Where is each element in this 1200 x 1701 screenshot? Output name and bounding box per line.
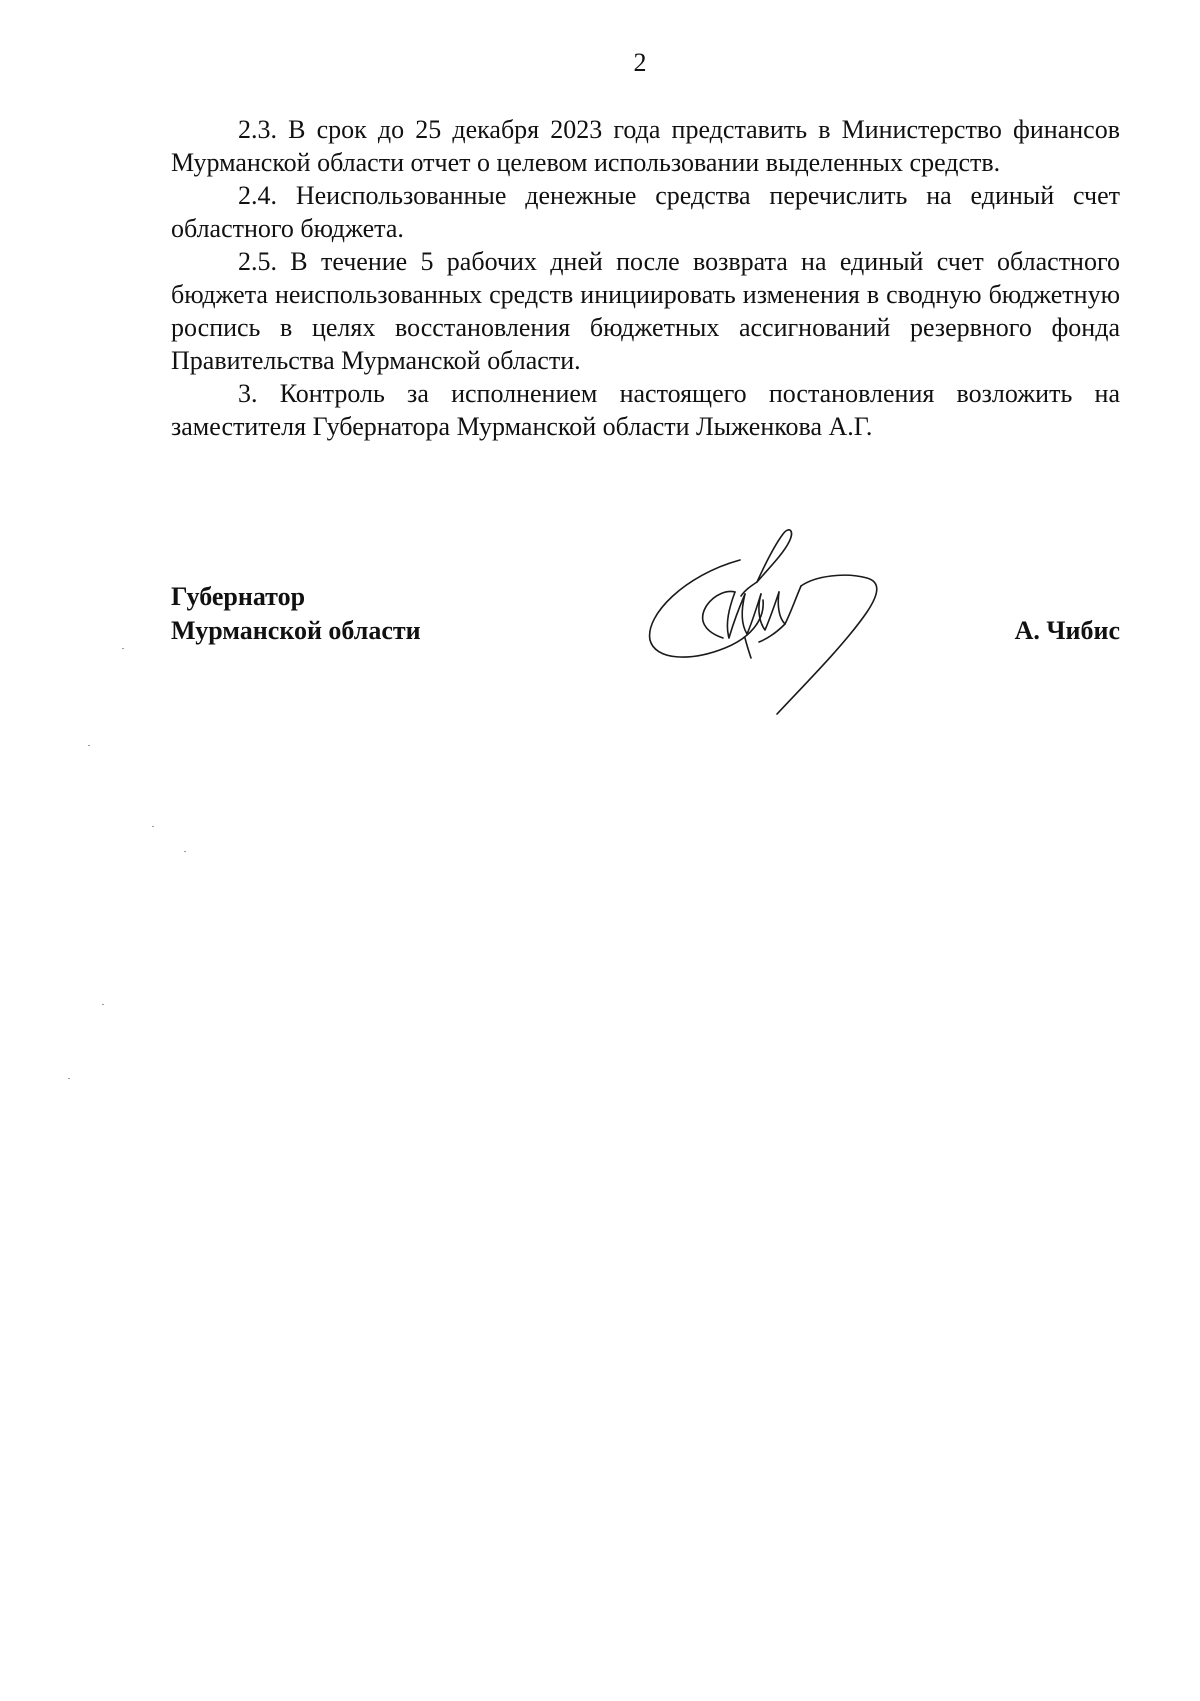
paragraph-2-4: 2.4. Неиспользованные денежные средства перечислить на единый счет областного бюджета. bbox=[171, 181, 1120, 243]
paragraph-3: 3. Контроль за исполнением настоящего постановления возложить на заместителя Губернатора Мурманской области Лыженкова А.Г. bbox=[171, 379, 1120, 441]
signer-name: А. Чибис bbox=[1014, 616, 1120, 645]
scan-speck bbox=[88, 745, 90, 746]
document-body bbox=[171, 113, 1120, 443]
signer-title-line-2: Мурманской области bbox=[171, 616, 421, 645]
signer-title bbox=[171, 580, 421, 648]
scan-speck bbox=[122, 648, 124, 649]
scan-speck bbox=[152, 826, 154, 827]
paragraph-2-3: 2.3. В срок до 25 декабря 2023 года представить в Министерство финансов Мурманской области отчет о целевом использовании выделенных средств. bbox=[171, 115, 1120, 177]
handwritten-signature bbox=[645, 520, 905, 725]
scan-speck bbox=[102, 1004, 104, 1005]
page-number: 2 bbox=[633, 48, 647, 77]
scan-speck bbox=[184, 851, 186, 852]
signer-title-line-1: Губернатор bbox=[171, 582, 306, 611]
paragraph-2-5: 2.5. В течение 5 рабочих дней после возврата на единый счет областного бюджета неиспользованных средств инициировать изменения в сводную бюджетную роспись в целях восстановления бюджетных ассигнований резервного фонда Правительства Мурманской области. bbox=[171, 247, 1120, 375]
scan-speck bbox=[68, 1078, 70, 1079]
